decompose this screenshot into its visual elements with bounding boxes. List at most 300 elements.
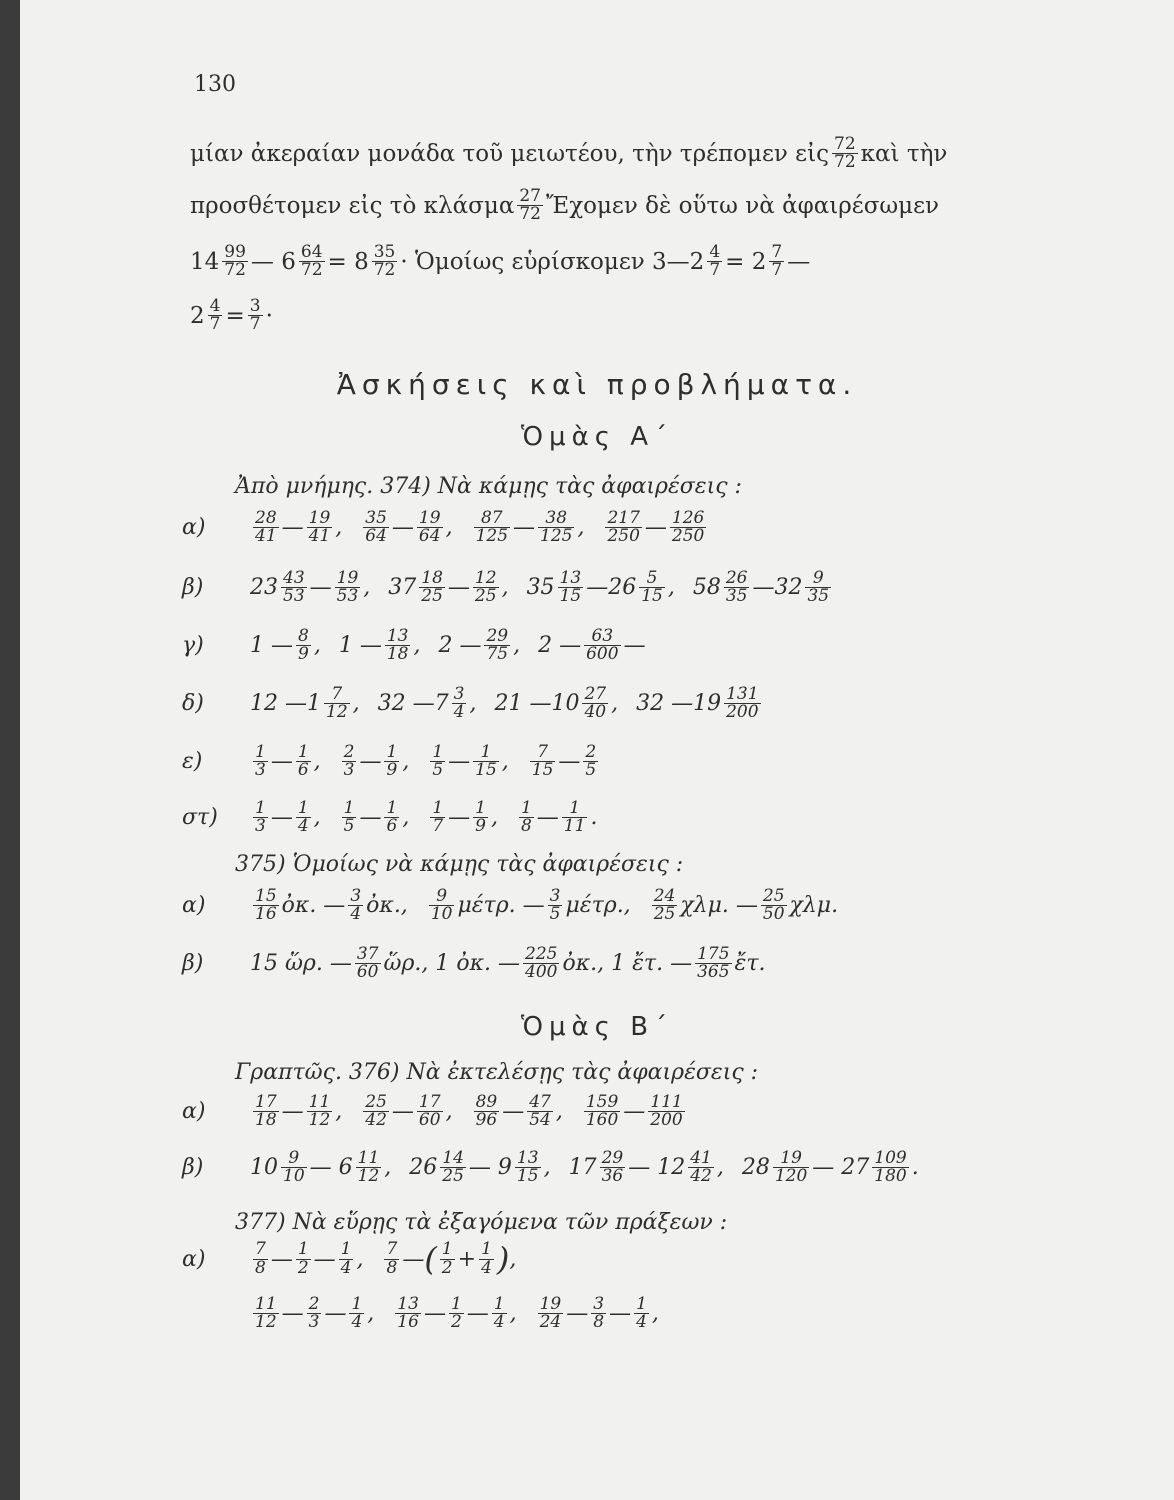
numerator: 1: [475, 798, 486, 818]
numerator: 159: [585, 1092, 619, 1112]
denominator: 16: [255, 904, 277, 925]
denominator: 54: [529, 1110, 551, 1131]
numerator: 13: [559, 568, 582, 588]
numerator: 1: [340, 1239, 352, 1260]
text: 23: [250, 575, 278, 601]
text: —: [447, 575, 470, 601]
denominator: 6: [386, 816, 398, 837]
text: ,: [352, 691, 360, 717]
numerator: 15: [255, 886, 277, 906]
text: ,: [555, 1099, 563, 1125]
fraction: [299, 244, 325, 280]
denominator: 180: [874, 1166, 907, 1187]
fraction: [688, 1150, 714, 1186]
numerator: 126: [671, 508, 705, 528]
denominator: 41: [255, 526, 277, 547]
denominator: 42: [690, 1166, 712, 1187]
numerator: 1: [255, 798, 266, 818]
fraction: [335, 570, 361, 606]
text: —: [787, 248, 811, 275]
row-label: β): [182, 575, 204, 601]
denominator: 250: [671, 526, 705, 547]
fraction: [639, 570, 665, 606]
text: —: [281, 515, 304, 541]
denominator: 15: [475, 760, 497, 781]
fraction: [419, 570, 445, 606]
numerator: 2: [585, 742, 597, 762]
fraction: [605, 510, 641, 546]
fraction: [707, 244, 722, 280]
fraction: [417, 510, 443, 546]
denominator: 60: [356, 962, 379, 983]
numerator: 41: [690, 1148, 712, 1168]
numerator: 72: [834, 134, 856, 154]
numerator: 1: [520, 798, 532, 818]
row-label: γ): [182, 633, 204, 659]
text: 7: [434, 691, 449, 717]
fraction: [363, 510, 389, 546]
denominator: 72: [519, 204, 541, 225]
fraction: [591, 1296, 606, 1332]
fraction: [474, 510, 510, 546]
text: 2: [190, 302, 205, 329]
exercise-row: [182, 510, 727, 546]
numerator: 17: [255, 1092, 277, 1112]
text: —: [513, 515, 536, 541]
text: = 8: [327, 248, 369, 275]
denominator: 7: [209, 314, 221, 335]
fraction: [724, 686, 760, 722]
text: 26: [409, 1155, 438, 1181]
denominator: 8: [593, 1312, 605, 1333]
denominator: 24: [539, 1312, 562, 1333]
numerator: 2: [308, 1294, 320, 1314]
fraction: [307, 1296, 322, 1332]
denominator: 7: [709, 260, 721, 281]
fraction: [307, 510, 333, 546]
numerator: 26: [725, 568, 748, 588]
denominator: 18: [255, 1110, 277, 1131]
text: χλμ. —: [680, 893, 758, 919]
denominator: 41: [308, 526, 331, 547]
text: 1: [307, 691, 321, 717]
fraction: [584, 628, 620, 664]
exercise-row: [182, 1094, 706, 1130]
numerator: 8: [298, 626, 309, 646]
denominator: 72: [373, 260, 396, 281]
text: ,: [402, 749, 410, 775]
text: —: [558, 749, 581, 775]
denominator: 8: [255, 1257, 266, 1278]
denominator: 2: [450, 1312, 462, 1333]
text: —: [502, 1099, 525, 1125]
numerator: 1: [297, 742, 309, 762]
denominator: 25: [421, 586, 443, 607]
text: —: [270, 749, 293, 775]
numerator: 47: [529, 1092, 551, 1112]
denominator: 4: [350, 904, 362, 925]
numerator: 9: [436, 886, 448, 906]
numerator: 19: [336, 568, 359, 588]
fraction: [584, 1094, 620, 1130]
denominator: 7: [249, 314, 261, 335]
text: μέτρ.,: [565, 893, 631, 919]
text: ,: [445, 1099, 453, 1125]
intro-line-4: [190, 298, 273, 334]
fraction: [562, 800, 588, 836]
denominator: 3: [255, 816, 266, 837]
numerator: 19: [308, 508, 331, 528]
fraction: [281, 570, 307, 606]
fraction: [538, 510, 574, 546]
fraction: [517, 188, 543, 224]
numerator: 3: [453, 684, 465, 704]
fraction: [519, 800, 534, 836]
denominator: 10: [430, 904, 453, 925]
text: ,: [335, 515, 343, 541]
numerator: 11: [255, 1294, 277, 1314]
numerator: 1: [297, 1239, 309, 1260]
denominator: 2: [297, 1257, 309, 1278]
text: .: [590, 805, 598, 831]
text: ,: [367, 1301, 375, 1327]
denominator: 4: [493, 1312, 505, 1333]
text: ὀκ., 1 ἔτ. —: [562, 951, 693, 977]
numerator: 1: [493, 1294, 505, 1314]
group-b-heading: Ὁμὰς Β΄: [520, 1012, 674, 1042]
fraction: [515, 1150, 541, 1186]
fraction: [773, 1150, 809, 1186]
text: — 27: [812, 1155, 870, 1181]
numerator: 27: [584, 684, 607, 704]
text: 2 —: [438, 633, 482, 659]
numerator: 1: [386, 742, 398, 762]
text: ,: [445, 515, 453, 541]
fraction: [385, 628, 411, 664]
text: 2 —: [538, 633, 582, 659]
numerator: 27: [519, 186, 541, 206]
text: ,: [509, 1301, 517, 1327]
denominator: 7: [771, 260, 783, 281]
exercise-row: [182, 800, 615, 836]
fraction: [530, 744, 556, 780]
fraction: [253, 744, 268, 780]
fraction: [583, 744, 598, 780]
fraction: [449, 1296, 464, 1332]
denominator: 160: [585, 1110, 619, 1131]
fraction: [356, 1150, 382, 1186]
numerator: 1: [432, 798, 444, 818]
text: προσθέτομεν εἰς τὸ κλάσμα: [190, 192, 515, 219]
fraction: [430, 800, 445, 836]
fraction: [307, 1094, 333, 1130]
denominator: 64: [365, 526, 387, 547]
text: ,: [509, 1246, 517, 1272]
exercise-row: [182, 888, 856, 924]
fraction: [417, 1094, 443, 1130]
text: ἔτ.: [734, 951, 766, 977]
text: ,: [490, 805, 498, 831]
numerator: 29: [601, 1148, 624, 1168]
text: ,: [513, 633, 521, 659]
text: ,: [501, 575, 509, 601]
numerator: 19: [418, 508, 441, 528]
numerator: 1: [343, 798, 355, 818]
fraction: [548, 888, 563, 924]
text: χλμ.: [789, 893, 839, 919]
numerator: 7: [331, 684, 343, 704]
denominator: 40: [584, 702, 607, 723]
exercise-row: [182, 946, 766, 982]
text: · Ὁμοίως εὑρίσκομεν 3—2: [400, 248, 705, 275]
numerator: 13: [386, 626, 409, 646]
denominator: 5: [343, 816, 355, 837]
text: —: [623, 1099, 646, 1125]
numerator: 2: [343, 742, 355, 762]
denominator: 9: [298, 644, 309, 665]
denominator: 72: [834, 152, 856, 173]
text: —: [270, 1246, 293, 1272]
fraction: [253, 510, 279, 546]
denominator: 3: [343, 760, 355, 781]
numerator: 13: [516, 1148, 539, 1168]
text: ὥρ., 1 ὀκ. —: [383, 951, 521, 977]
numerator: 1: [297, 798, 309, 818]
fraction: [600, 1150, 626, 1186]
fraction: [296, 628, 311, 664]
numerator: 217: [607, 508, 640, 528]
numerator: 11: [308, 1092, 331, 1112]
denominator: 36: [601, 1166, 624, 1187]
text: Ἔχομεν δὲ οὕτω νὰ ἀφαιρέσωμεν: [546, 192, 939, 219]
exercise-row: [182, 1240, 516, 1278]
fraction: [253, 1296, 279, 1332]
denominator: 10: [283, 1166, 305, 1187]
numerator: 1: [351, 1294, 363, 1314]
text: —: [359, 805, 382, 831]
numerator: 7: [386, 1239, 398, 1260]
numerator: 99: [224, 242, 246, 262]
fraction: [473, 800, 488, 836]
denominator: 15: [531, 760, 554, 781]
text: 21 —: [494, 691, 552, 717]
row-label: α): [182, 893, 206, 919]
text: ,: [413, 633, 421, 659]
denominator: 53: [336, 586, 359, 607]
fraction: [558, 570, 584, 606]
text: 19: [693, 691, 722, 717]
fraction: [761, 888, 787, 924]
fraction: [253, 888, 279, 924]
text: —: [359, 749, 382, 775]
denominator: 7: [432, 816, 444, 837]
fraction: [342, 800, 357, 836]
fraction: [339, 1241, 354, 1277]
paren-right: ): [496, 1240, 510, 1278]
fraction: [832, 136, 858, 172]
numerator: 43: [283, 568, 305, 588]
intro-line-3: [190, 244, 810, 280]
text: 32 —: [377, 691, 435, 717]
numerator: 13: [397, 1294, 419, 1314]
denominator: 9: [386, 760, 398, 781]
fraction: [473, 744, 499, 780]
denominator: 8: [520, 816, 532, 837]
fraction: [355, 946, 381, 982]
fraction: [208, 298, 223, 334]
fraction: [384, 800, 399, 836]
text: ,: [651, 1301, 659, 1327]
numerator: 89: [475, 1092, 498, 1112]
numerator: 225: [525, 944, 558, 964]
fraction: [452, 686, 467, 722]
exercise-row: [182, 570, 852, 606]
exercise-row: [182, 1150, 937, 1186]
numerator: 29: [486, 626, 509, 646]
denominator: 9: [475, 816, 486, 837]
denominator: 15: [641, 586, 663, 607]
fraction: [395, 1296, 421, 1332]
numerator: 4: [709, 242, 721, 262]
text: — 6: [309, 1155, 353, 1181]
fraction: [484, 628, 510, 664]
numerator: 5: [646, 568, 658, 588]
text: — 6: [250, 248, 296, 275]
denominator: 12: [326, 702, 348, 723]
fraction: [349, 1296, 364, 1332]
exercise-row: [182, 744, 619, 780]
numerator: 1: [481, 1239, 492, 1260]
denominator: 42: [365, 1110, 387, 1131]
numerator: 19: [780, 1148, 802, 1168]
intro-line-1: [190, 136, 947, 172]
text: —: [281, 1301, 304, 1327]
denominator: 64: [418, 526, 441, 547]
denominator: 60: [418, 1110, 441, 1131]
numerator: 111: [650, 1092, 683, 1112]
text: —: [423, 1301, 446, 1327]
fraction: [695, 946, 731, 982]
numerator: 25: [365, 1092, 387, 1112]
numerator: 3: [593, 1294, 605, 1314]
fraction: [296, 744, 311, 780]
text: ,: [501, 749, 509, 775]
numerator: 109: [874, 1148, 907, 1168]
text: ,: [611, 691, 619, 717]
denominator: 35: [725, 586, 748, 607]
fraction: [296, 800, 311, 836]
row-label: δ): [182, 691, 204, 717]
denominator: 4: [297, 816, 309, 837]
numerator: 1: [636, 1294, 647, 1314]
denominator: 6: [297, 760, 309, 781]
section-title: Ἀσκήσεις καὶ προβλήματα.: [336, 368, 858, 401]
denominator: 5: [432, 760, 444, 781]
numerator: 1: [255, 742, 266, 762]
numerator: 3: [350, 886, 362, 906]
denominator: 4: [453, 702, 465, 723]
row-label: στ): [182, 805, 218, 831]
denominator: 12: [308, 1110, 331, 1131]
numerator: 175: [697, 944, 730, 964]
row-label: β): [182, 951, 204, 977]
text: +: [457, 1246, 477, 1272]
numerator: 3: [549, 886, 561, 906]
numerator: 18: [421, 568, 443, 588]
text: ,: [667, 575, 675, 601]
numerator: 11: [357, 1148, 380, 1168]
text: ,: [469, 691, 477, 717]
text: —: [448, 749, 471, 775]
numerator: 7: [537, 742, 549, 762]
text: ὀκ.,: [366, 893, 408, 919]
numerator: 24: [653, 886, 676, 906]
fraction: [296, 1241, 311, 1277]
fraction: [474, 1094, 500, 1130]
text: 12 —: [250, 691, 307, 717]
row-label: α): [182, 1099, 206, 1125]
text: μίαν ἀκεραίαν μονάδα τοῦ μειωτέου, τὴν τρέπομεν εἰς: [190, 140, 829, 167]
denominator: 400: [525, 962, 558, 983]
denominator: 25: [653, 904, 676, 925]
numerator: 1: [386, 798, 398, 818]
denominator: 125: [475, 526, 509, 547]
numerator: 19: [539, 1294, 562, 1314]
fraction: [527, 1094, 553, 1130]
text: —: [324, 1301, 347, 1327]
text: —: [466, 1301, 489, 1327]
text: μέτρ. —: [457, 893, 545, 919]
denominator: 3: [255, 760, 266, 781]
text: 35: [526, 575, 555, 601]
exercise-row: [182, 1296, 677, 1332]
denominator: 5: [549, 904, 561, 925]
numerator: 1: [441, 1239, 453, 1260]
row-label: β): [182, 1155, 204, 1181]
text: 14: [190, 248, 220, 275]
text: —: [609, 1301, 632, 1327]
text: —: [309, 575, 332, 601]
numerator: 17: [418, 1092, 441, 1112]
text: ὀκ. —: [281, 893, 346, 919]
fraction: [253, 800, 268, 836]
group-a-heading: Ὁμὰς Α΄: [520, 422, 674, 452]
intro-line-2: [190, 188, 939, 224]
denominator: 16: [397, 1312, 419, 1333]
denominator: 75: [486, 644, 509, 665]
text: — 12: [628, 1155, 686, 1181]
text: ,: [313, 805, 321, 831]
row-label: α): [182, 1246, 206, 1272]
page-number: 130: [194, 72, 236, 97]
fraction: [342, 744, 357, 780]
fraction: [648, 1094, 684, 1130]
numerator: 1: [432, 742, 444, 762]
text: 32 —: [636, 691, 694, 717]
denominator: 365: [697, 962, 730, 983]
fraction: [348, 888, 363, 924]
text: —: [586, 575, 609, 601]
fraction: [430, 744, 445, 780]
text: —: [270, 805, 293, 831]
denominator: 600: [586, 644, 619, 665]
book-page: [20, 0, 1174, 1500]
denominator: 8: [386, 1257, 398, 1278]
fraction: [582, 686, 608, 722]
denominator: 2: [441, 1257, 453, 1278]
fraction: [805, 570, 831, 606]
fraction: [363, 1094, 389, 1130]
